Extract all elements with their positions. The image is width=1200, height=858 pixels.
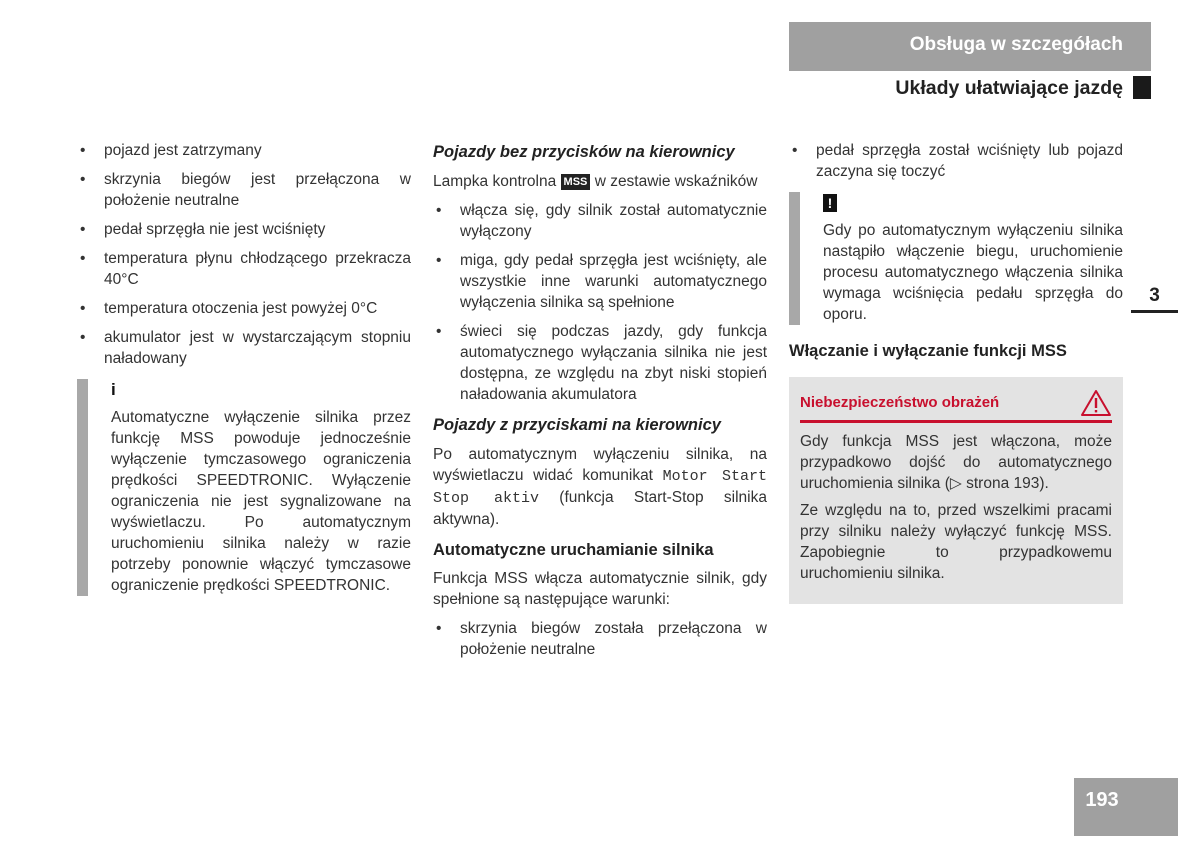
header-marker	[1133, 76, 1151, 99]
mss-indicator-icon: MSS	[561, 174, 591, 190]
list-item: • włącza się, gdy silnik został automatycznie wyłączony	[433, 200, 767, 242]
danger-text: Gdy funkcja MSS jest włączona, może przypadkowo dojść do automatycznego uruchomienia silnika (▷ strona 193).	[800, 433, 1112, 492]
heading-no-buttons: Pojazdy bez przycisków na kierownicy	[433, 143, 735, 161]
message-text: Po automatycznym wyłączeniu silnika, na wyświetlaczu widać komunikat	[433, 446, 767, 484]
warning-icon: !	[823, 194, 837, 212]
heading-mss-toggle: Włączanie i wyłączanie funkcji MSS	[789, 342, 1067, 360]
message-paragraph	[433, 444, 767, 530]
start-condition-list-cont	[789, 140, 1123, 182]
danger-title: Niebezpieczeństwo obrażeń	[800, 394, 1000, 411]
note-box	[789, 192, 1123, 325]
danger-box	[789, 377, 1123, 604]
condition-list	[77, 140, 411, 369]
note-text: Gdy po automatycznym wyłączeniu silnika nastąpiło włączenie biegu, uruchomienie procesu automatycznego włączenia silnika wymaga wciśnięcia pedału sprzęgła do oporu.	[823, 222, 1123, 323]
lamp-paragraph	[433, 171, 767, 192]
chapter-number: 3	[1149, 285, 1160, 306]
column-1	[77, 140, 411, 596]
list-item: • miga, gdy pedał sprzęgła jest wciśnięty, ale wszystkie inne warunki automatycznego wyłączenia silnika są spełnione	[433, 250, 767, 313]
heading-auto-start: Automatyczne uruchamianie silnika	[433, 541, 714, 559]
list-item: • pojazd jest zatrzymany	[77, 140, 411, 161]
start-condition-list	[433, 618, 767, 660]
list-item: • pedał sprzęgła został wciśnięty lub pojazd zaczyna się toczyć	[789, 140, 1123, 182]
auto-start-paragraph: Funkcja MSS włącza automatycznie silnik, gdy spełnione są następujące warunki:	[433, 570, 767, 608]
info-box	[77, 379, 411, 596]
info-icon: i	[111, 380, 116, 399]
list-item: • świeci się podczas jazdy, gdy funkcja automatycznego wyłączania silnika nie jest dostępna, ze względu na zbyt niski stopień naładowania akumulatora	[433, 321, 767, 405]
chapter-underline	[1131, 310, 1178, 313]
warning-triangle-icon	[1080, 389, 1112, 417]
lamp-state-list	[433, 200, 767, 405]
list-item: • skrzynia biegów jest przełączona w położenie neutralne	[77, 169, 411, 211]
section-title: Obsługa w szczegółach	[909, 34, 1123, 55]
column-2	[433, 140, 767, 668]
list-item: • temperatura otoczenia jest powyżej 0°C	[77, 298, 411, 319]
message-text: (funkcja Start-Stop silnika aktywna).	[433, 489, 767, 528]
danger-header	[800, 389, 1112, 423]
list-item: • skrzynia biegów została przełączona w położenie neutralne	[433, 618, 767, 660]
heading-with-buttons: Pojazdy z przyciskami na kierownicy	[433, 416, 721, 434]
danger-text: Ze względu na to, przed wszelkimi pracami przy silniku należy wyłączyć funkcję MSS. Zapobiegnie to przypadkowemu uruchomieniu silnika.	[800, 502, 1112, 582]
display-message: Motor Start Stop aktiv	[433, 468, 767, 507]
list-item: • temperatura płynu chłodzącego przekracza 40°C	[77, 248, 411, 290]
subsection-title: Układy ułatwiające jazdę	[895, 77, 1123, 99]
list-item: • akumulator jest w wystarczającym stopniu naładowany	[77, 327, 411, 369]
lamp-text: Lampka kontrolna	[433, 173, 557, 190]
column-3	[789, 140, 1123, 604]
lamp-text: w zestawie wskaźników	[594, 173, 758, 190]
info-text: Automatyczne wyłączenie silnika przez funkcję MSS powoduje jednocześnie wyłączenie tymczasowego ograniczenia prędkości SPEEDTRONIC. Wyłączenie ograniczenia nie jest sygnalizowane na wyświetlaczu. Po automatycznym uruchomieniu silnika należy w razie potrzeby ponownie włączyć tymczasowe ograniczenie prędkości SPEEDTRONIC.	[111, 409, 411, 594]
list-item: • pedał sprzęgła nie jest wciśnięty	[77, 219, 411, 240]
page-number: 193	[1085, 789, 1119, 811]
